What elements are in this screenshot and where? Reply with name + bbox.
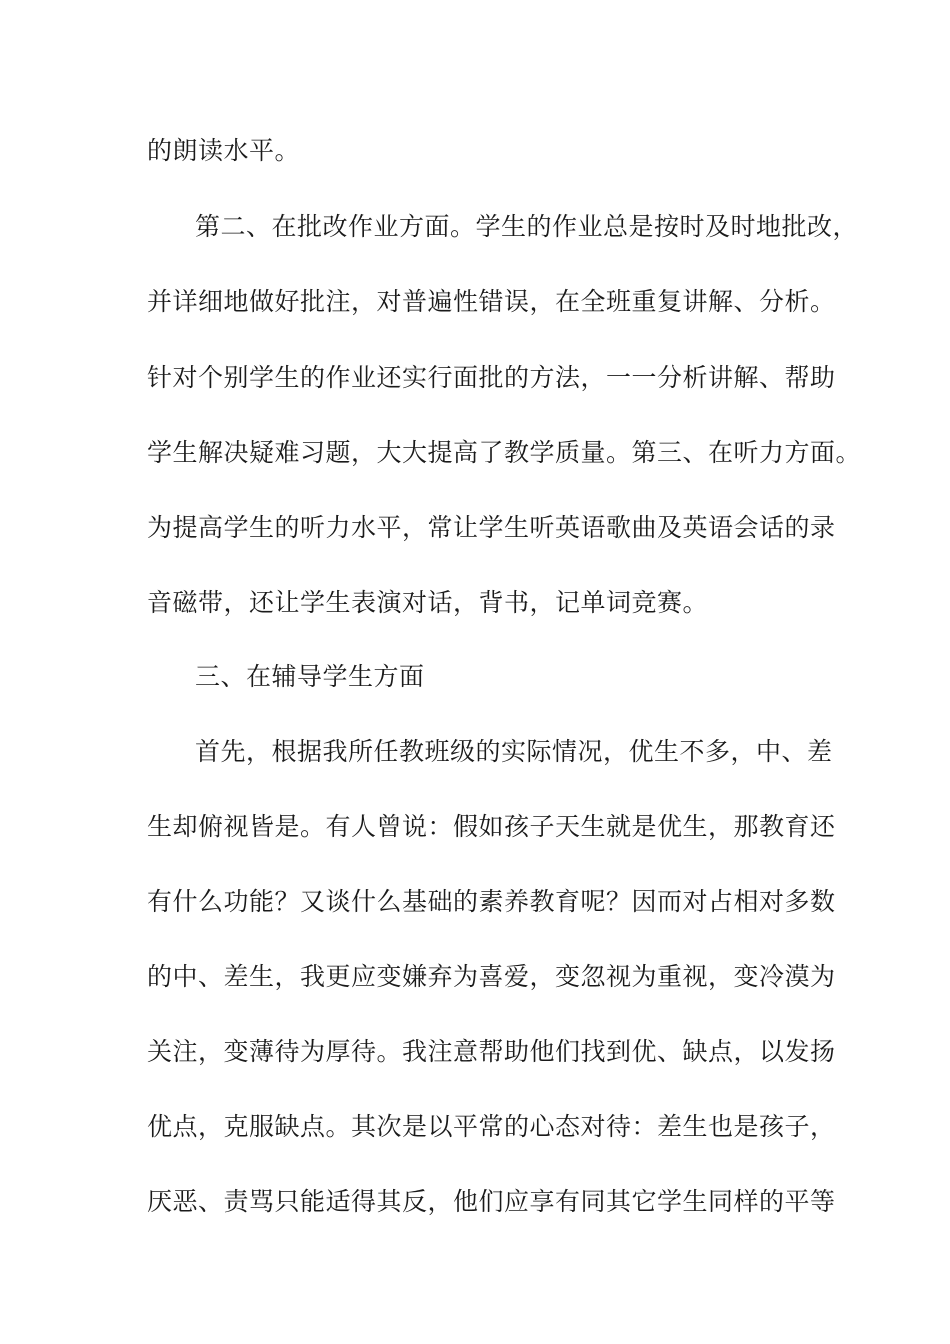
text-line: 厌恶、责骂只能适得其反，他们应享有同其它学生同样的平等 [147, 1187, 836, 1216]
text-line: 的朗读水平。 [147, 136, 301, 165]
text-line: 关注，变薄待为厚待。我注意帮助他们找到优、缺点，以发扬 [147, 1037, 836, 1066]
text-line: 有什么功能？又谈什么基础的素养教育呢？因而对占相对多数 [147, 887, 836, 916]
text-line: 并详细地做好批注，对普遍性错误，在全班重复讲解、分析。 [147, 287, 836, 316]
text-line: 为提高学生的听力水平，常让学生听英语歌曲及英语会话的录 [147, 513, 836, 542]
section-heading: 三、在辅导学生方面 [195, 662, 425, 691]
text-line: 生却俯视皆是。有人曾说：假如孩子天生就是优生，那教育还 [147, 812, 836, 841]
text-line: 优点，克服缺点。其次是以平常的心态对待：差生也是孩子， [147, 1112, 836, 1141]
text-line: 音磁带，还让学生表演对话，背书，记单词竞赛。 [147, 588, 709, 617]
text-line: 学生解决疑难习题，大大提高了教学质量。第三、在听力方面。 [147, 438, 862, 467]
paragraph-start-line: 首先，根据我所任教班级的实际情况，优生不多，中、差 [195, 737, 833, 766]
text-line: 针对个别学生的作业还实行面批的方法，一一分析讲解、帮助 [147, 363, 836, 392]
text-line: 的中、差生，我更应变嫌弃为喜爱，变忽视为重视，变冷漠为 [147, 962, 836, 991]
paragraph-start-line: 第二、在批改作业方面。学生的作业总是按时及时地批改， [195, 212, 859, 241]
